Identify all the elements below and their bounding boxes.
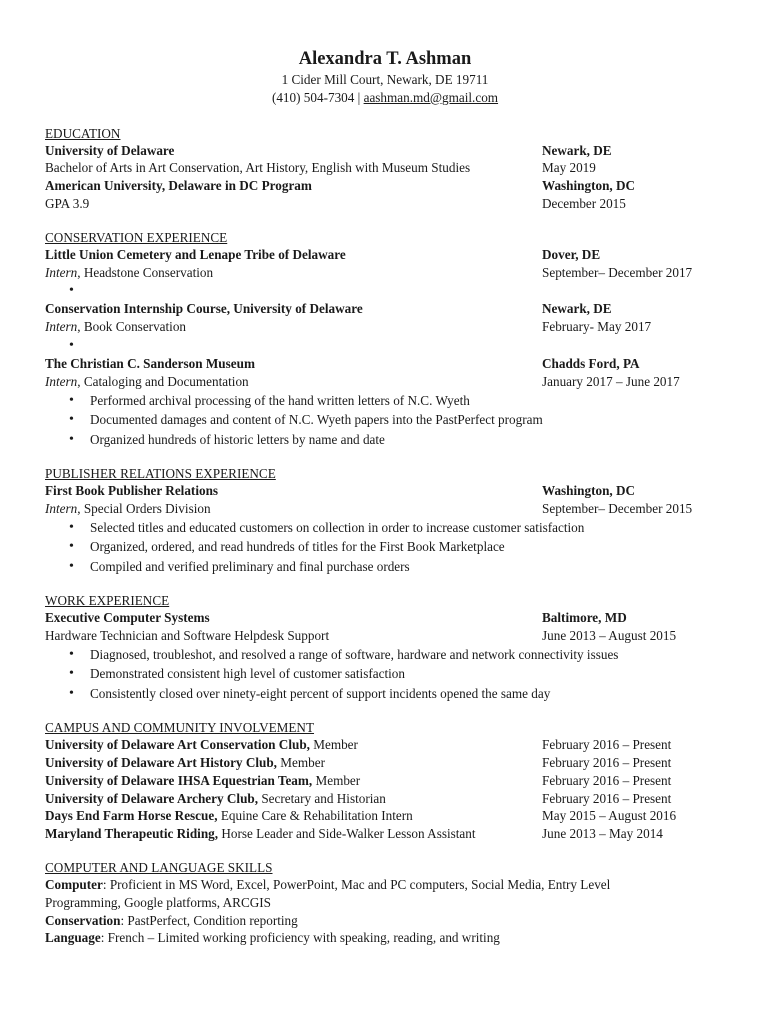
involvement-row bbox=[45, 736, 725, 754]
gpa: GPA 3.9 bbox=[45, 195, 90, 211]
education-entry bbox=[45, 142, 725, 160]
role-dept: , Special Orders Division bbox=[77, 500, 211, 516]
involvement bbox=[45, 736, 542, 754]
involvement bbox=[45, 825, 542, 843]
bullet-item: • Demonstrated consistent high level of customer satisfaction bbox=[45, 664, 725, 684]
employer: Conservation Internship Course, University of Delaware bbox=[45, 301, 363, 317]
involvement-dates: May 2015 – August 2016 bbox=[542, 808, 677, 824]
contact-line bbox=[45, 89, 725, 107]
skills-heading: COMPUTER AND LANGUAGE SKILLS bbox=[45, 860, 273, 876]
bullet-item: • Selected titles and educated customers on collection in order to increase customer satisfaction bbox=[45, 518, 725, 538]
involvement-row bbox=[45, 825, 725, 843]
role-dept: , Cataloging and Documentation bbox=[77, 373, 249, 389]
skill-label: Conservation bbox=[45, 912, 121, 928]
contact-separator: | bbox=[357, 89, 361, 105]
organization: Maryland Therapeutic Riding, bbox=[45, 826, 219, 842]
involvement-row bbox=[45, 790, 725, 808]
job-location: Chadds Ford, PA bbox=[542, 355, 640, 371]
phone: (410) 504-7304 bbox=[271, 89, 355, 105]
job-header bbox=[45, 609, 725, 627]
involvement bbox=[45, 790, 542, 808]
job-header bbox=[45, 300, 725, 318]
program-date: December 2015 bbox=[542, 195, 626, 211]
organization: Days End Farm Horse Rescue, bbox=[45, 808, 218, 824]
job-role-row bbox=[45, 373, 725, 391]
role-dept: , Headstone Conservation bbox=[77, 264, 214, 280]
bullet-list bbox=[45, 518, 725, 577]
employer: The Christian C. Sanderson Museum bbox=[45, 355, 255, 371]
school-name: University of Delaware bbox=[45, 142, 175, 158]
conservation-heading: CONSERVATION EXPERIENCE bbox=[45, 229, 228, 245]
job-location: Baltimore, MD bbox=[542, 610, 627, 626]
involvement bbox=[45, 754, 542, 772]
bullet-item: • Consistently closed over ninety-eight percent of support incidents opened the same day bbox=[45, 684, 725, 704]
role-title: Intern bbox=[45, 373, 78, 389]
organization: University of Delaware IHSA Equestrian Team, bbox=[45, 772, 313, 788]
job-role-row bbox=[45, 500, 725, 518]
involvement-dates: February 2016 – Present bbox=[542, 755, 672, 771]
employer: Little Union Cemetery and Lenape Tribe of Delaware bbox=[45, 246, 346, 262]
organization: University of Delaware Art History Club, bbox=[45, 755, 277, 771]
job-dates: September– December 2017 bbox=[542, 264, 693, 280]
job-dates: June 2013 – August 2015 bbox=[542, 627, 677, 643]
position: Member bbox=[276, 755, 325, 771]
bullet-item: • Diagnosed, troubleshot, and resolved a range of software, hardware and network connectivity issues bbox=[45, 645, 725, 665]
job-role-row bbox=[45, 627, 725, 645]
employer: First Book Publisher Relations bbox=[45, 483, 219, 499]
involvement-dates: June 2013 – May 2014 bbox=[542, 826, 663, 842]
skill-label: Language bbox=[45, 930, 101, 946]
publisher-heading: PUBLISHER RELATIONS EXPERIENCE bbox=[45, 466, 276, 482]
job-dates: January 2017 – June 2017 bbox=[542, 373, 680, 389]
organization: University of Delaware Archery Club, bbox=[45, 790, 259, 806]
job-header bbox=[45, 482, 725, 500]
position: Secretary and Historian bbox=[258, 790, 386, 806]
computer-skills-continued: Programming, Google platforms, ARCGIS bbox=[45, 894, 272, 910]
job-role bbox=[45, 500, 542, 518]
job-location: Dover, DE bbox=[542, 246, 601, 262]
campus-heading: CAMPUS AND COMMUNITY INVOLVEMENT bbox=[45, 720, 315, 736]
bullet-item: • Documented damages and content of N.C. Wyeth papers into the PastPerfect program bbox=[45, 410, 725, 430]
bullet-item: • Compiled and verified preliminary and final purchase orders bbox=[45, 557, 725, 577]
empty-bullet bbox=[45, 336, 725, 355]
bullet-list bbox=[45, 336, 725, 355]
work-section bbox=[45, 592, 725, 703]
campus-section bbox=[45, 719, 725, 843]
education-detail bbox=[45, 159, 725, 177]
bullet-list bbox=[45, 391, 725, 450]
graduation-date: May 2019 bbox=[542, 160, 596, 176]
job-header bbox=[45, 246, 725, 264]
resume-page bbox=[45, 47, 725, 947]
education-heading: EDUCATION bbox=[45, 125, 121, 141]
job-header bbox=[45, 355, 725, 373]
job-role bbox=[45, 318, 542, 336]
conservation-section bbox=[45, 229, 725, 449]
involvement-dates: February 2016 – Present bbox=[542, 737, 672, 753]
organization: University of Delaware Art Conservation Club, bbox=[45, 737, 310, 753]
job-role-row bbox=[45, 264, 725, 282]
education-detail bbox=[45, 195, 725, 213]
work-heading: WORK EXPERIENCE bbox=[45, 593, 170, 609]
job-dates: September– December 2015 bbox=[542, 500, 693, 516]
involvement-row bbox=[45, 807, 725, 825]
school-location: Washington, DC bbox=[542, 178, 636, 194]
job-dates: February- May 2017 bbox=[542, 319, 652, 335]
skill-text: : French – Limited working proficiency with speaking, reading, and writing bbox=[100, 930, 500, 946]
bullet-item: • Organized, ordered, and read hundreds of titles for the First Book Marketplace bbox=[45, 537, 725, 557]
involvement-row bbox=[45, 772, 725, 790]
involvement-dates: February 2016 – Present bbox=[542, 772, 672, 788]
skill-text: : Proficient in MS Word, Excel, PowerPoint, Mac and PC computers, Social Media, Entry Level bbox=[102, 877, 611, 893]
publisher-section bbox=[45, 465, 725, 576]
job-role-row bbox=[45, 318, 725, 336]
involvement bbox=[45, 772, 542, 790]
involvement-dates: February 2016 – Present bbox=[542, 790, 672, 806]
conservation-skills bbox=[45, 912, 725, 930]
email-link[interactable]: aashman.md@gmail.com bbox=[363, 89, 499, 105]
address: 1 Cider Mill Court, Newark, DE 19711 bbox=[281, 72, 489, 87]
job-location: Washington, DC bbox=[542, 483, 636, 499]
school-location: Newark, DE bbox=[542, 142, 612, 158]
employer: Executive Computer Systems bbox=[45, 610, 210, 626]
position: Member bbox=[309, 737, 358, 753]
role-dept: , Book Conservation bbox=[77, 319, 187, 335]
job-role bbox=[45, 373, 542, 391]
job-role bbox=[45, 264, 542, 282]
resume-header bbox=[45, 47, 725, 107]
computer-skills bbox=[45, 876, 725, 894]
involvement bbox=[45, 807, 542, 825]
empty-bullet bbox=[45, 281, 725, 300]
position: Horse Leader and Side-Walker Lesson Assistant bbox=[218, 826, 476, 842]
role-title: Intern bbox=[45, 500, 78, 516]
position: Equine Care & Rehabilitation Intern bbox=[217, 808, 413, 824]
bullet-item: • Organized hundreds of historic letters by name and date bbox=[45, 430, 725, 450]
skill-text: : PastPerfect, Condition reporting bbox=[120, 912, 298, 928]
education-section bbox=[45, 125, 725, 213]
bullet-list bbox=[45, 645, 725, 704]
job-role: Hardware Technician and Software Helpdesk Support bbox=[45, 627, 330, 643]
bullet-list bbox=[45, 281, 725, 300]
involvement-row bbox=[45, 754, 725, 772]
school-name: American University, Delaware in DC Program bbox=[45, 178, 312, 194]
candidate-name: Alexandra T. Ashman bbox=[298, 49, 472, 69]
role-title: Intern bbox=[45, 319, 78, 335]
bullet-item: • Performed archival processing of the hand written letters of N.C. Wyeth bbox=[45, 391, 725, 411]
education-entry bbox=[45, 177, 725, 195]
skills-section bbox=[45, 859, 725, 947]
job-location: Newark, DE bbox=[542, 301, 612, 317]
skill-label: Computer bbox=[45, 877, 103, 893]
degree: Bachelor of Arts in Art Conservation, Art History, English with Museum Studies bbox=[45, 160, 471, 176]
role-title: Intern bbox=[45, 264, 78, 280]
position: Member bbox=[312, 772, 361, 788]
language-skills bbox=[45, 929, 725, 947]
